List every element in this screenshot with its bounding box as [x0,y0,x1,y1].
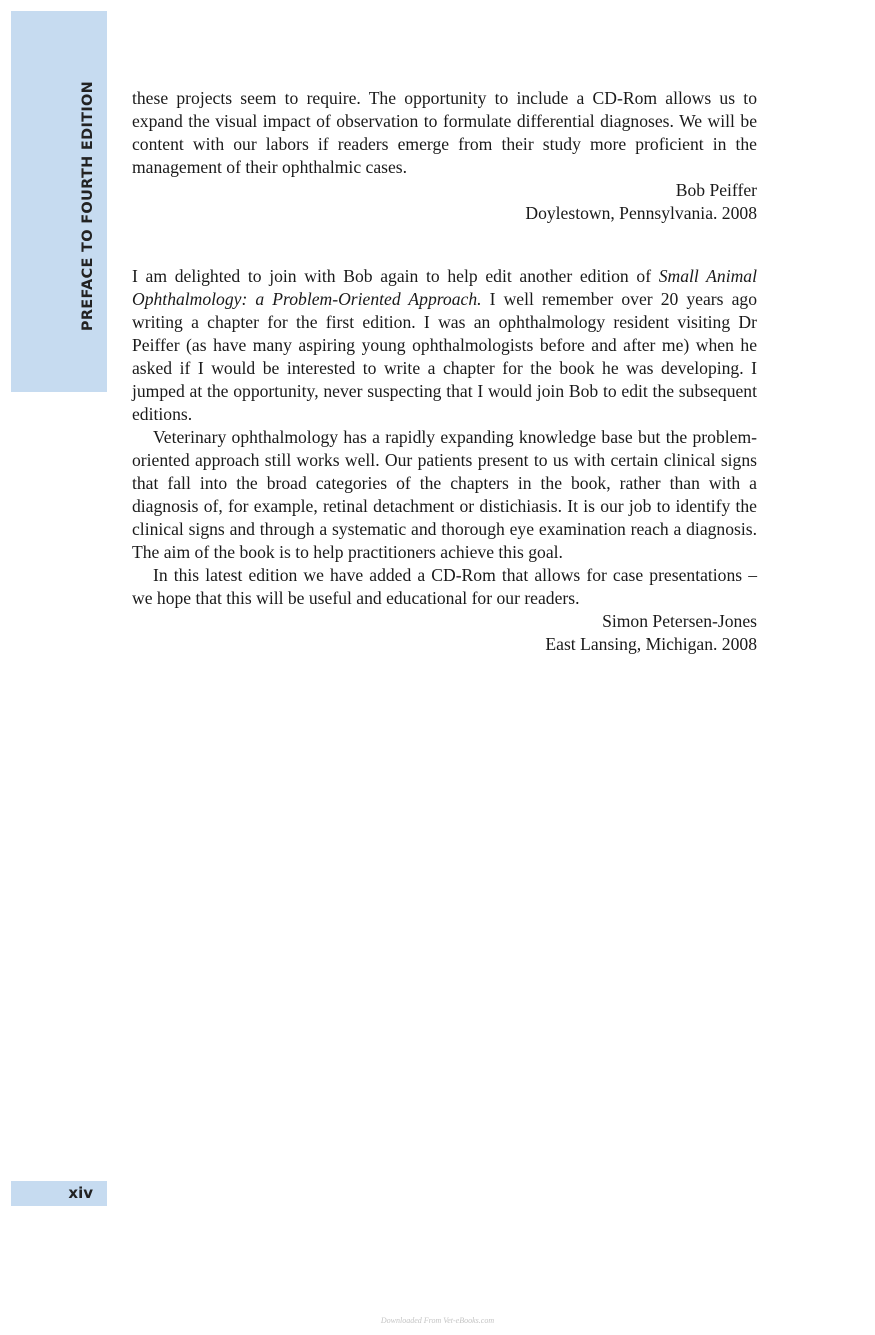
paragraph-text: I well remember over 20 years ago writing a chapter for the first edition. I was an ophthalmology resident visiting Dr Peiffer (as have many aspiring young ophthalmologists before and after me) when he asked if I would be interested to write a chapter for the book he was developing. I jumped at the opportunity, never suspecting that I would join Bob to edit the subsequent editions. [132,289,757,424]
signature-name: Bob Peiffer [675,180,757,200]
signature-place: East Lansing, Michigan. 2008 [545,634,757,654]
section-gap [132,225,757,265]
preface-paragraph: In this latest edition we have added a CD-Rom that allows for case presentations – we hope that this will be useful and educational for our readers. [132,565,757,608]
paragraph-text: I am delighted to join with Bob again to help edit another edition of [132,266,659,286]
page-number-tab [11,1181,107,1206]
preface-paragraph [132,265,757,426]
preface-paragraph: Veterinary ophthalmology has a rapidly expanding knowledge base but the problem-oriented approach still works well. Our patients present to us with certain clinical signs that fall into the broad categories of the chapters in the book, rather than with a diagnosis of, for example, retinal detachment or distichiasis. It is our job to identify the clinical signs and through a systematic and thorough eye examination reach a diagnosis. The aim of the book is to help practitioners achieve this goal. [132,427,757,562]
book-title: Small Animal Ophthalmology: a Problem-Oriented Approach. [132,266,757,309]
page-number: xiv [68,1184,93,1202]
signature-name: Simon Petersen-Jones [602,611,757,631]
preface-text-column [132,87,757,656]
preface-paragraph: these projects seem to require. The opportunity to include a CD-Rom allows us to expand the visual impact of observation to formulate differential diagnoses. We will be content with our labors if readers emerge from their study more proficient in the management of their ophthalmic cases. [132,88,757,177]
download-watermark: Downloaded From Vet-eBooks.com [380,1316,495,1325]
signature-place: Doylestown, Pennsylvania. 2008 [525,203,757,223]
chapter-side-title: PREFACE TO FOURTH EDITION [80,80,96,332]
